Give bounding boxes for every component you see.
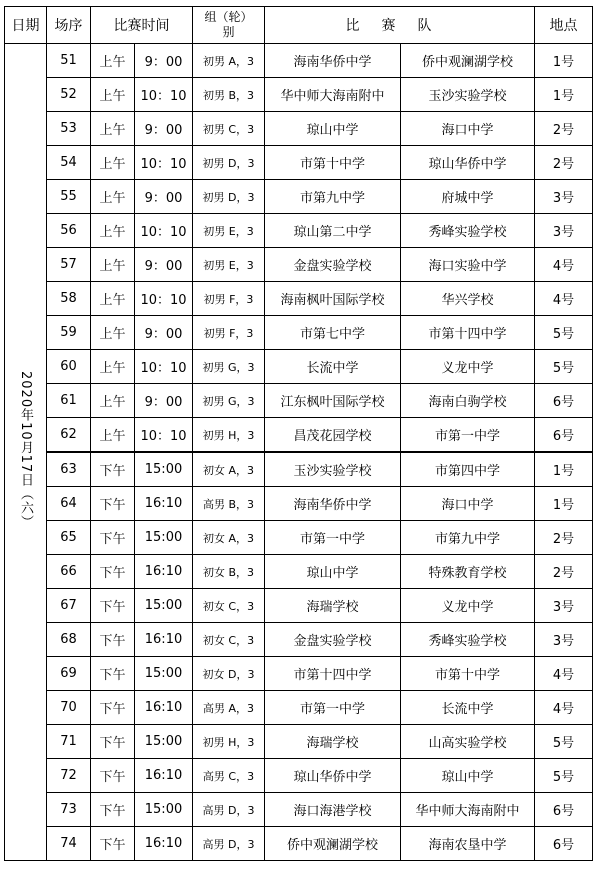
time-cell: 15:00 [135,725,193,759]
team-away-cell: 玉沙实验学校 [401,78,535,112]
team-away-cell: 秀峰实验学校 [401,214,535,248]
team-home-cell: 市第一中学 [265,521,401,555]
table-row [5,691,593,725]
date-text: 2020年10月17日（六） [18,370,33,530]
venue-cell: 6号 [535,827,593,861]
period-cell: 上午 [91,350,135,384]
time-cell: 16:10 [135,623,193,657]
match-number-cell: 59 [47,316,91,350]
time-cell: 16:10 [135,691,193,725]
time-cell: 9：00 [135,180,193,214]
date-cell [5,44,47,861]
team-away-cell: 海南白驹学校 [401,384,535,418]
team-away-cell: 府城中学 [401,180,535,214]
match-number-cell: 52 [47,78,91,112]
time-cell: 15:00 [135,589,193,623]
match-number-cell: 74 [47,827,91,861]
time-cell: 9：00 [135,44,193,78]
table-row [5,248,593,282]
period-cell: 上午 [91,44,135,78]
group-round-cell: 初女 C，3 [193,623,265,657]
group-round-cell: 初男 F，3 [193,316,265,350]
team-away-cell: 海口中学 [401,112,535,146]
time-cell: 9：00 [135,316,193,350]
team-away-cell: 山高实验学校 [401,725,535,759]
team-away-cell: 市第一中学 [401,418,535,453]
time-cell: 9：00 [135,248,193,282]
time-cell: 15:00 [135,657,193,691]
team-home-cell: 玉沙实验学校 [265,452,401,487]
venue-cell: 2号 [535,555,593,589]
period-cell: 下午 [91,452,135,487]
team-home-cell: 市第一中学 [265,691,401,725]
group-round-cell: 初女 A，3 [193,452,265,487]
venue-cell: 3号 [535,180,593,214]
venue-cell: 2号 [535,146,593,180]
match-number-cell: 51 [47,44,91,78]
match-number-cell: 65 [47,521,91,555]
venue-cell: 4号 [535,691,593,725]
table-row [5,487,593,521]
team-home-cell: 市第九中学 [265,180,401,214]
venue-cell: 3号 [535,589,593,623]
team-home-cell: 昌茂花园学校 [265,418,401,453]
team-away-cell: 琼山中学 [401,759,535,793]
table-row [5,827,593,861]
period-cell: 上午 [91,384,135,418]
match-number-cell: 57 [47,248,91,282]
team-home-cell: 海瑞学校 [265,725,401,759]
group-round-cell: 高男 B，3 [193,487,265,521]
match-number-cell: 60 [47,350,91,384]
match-number-cell: 72 [47,759,91,793]
team-home-cell: 华中师大海南附中 [265,78,401,112]
period-cell: 上午 [91,180,135,214]
team-home-cell: 琼山第二中学 [265,214,401,248]
venue-cell: 6号 [535,793,593,827]
time-cell: 16:10 [135,827,193,861]
team-home-cell: 市第十四中学 [265,657,401,691]
period-cell: 下午 [91,827,135,861]
team-away-cell: 华中师大海南附中 [401,793,535,827]
team-home-cell: 海瑞学校 [265,589,401,623]
venue-cell: 4号 [535,248,593,282]
team-away-cell: 侨中观澜湖学校 [401,44,535,78]
time-cell: 16:10 [135,487,193,521]
team-away-cell: 华兴学校 [401,282,535,316]
header-date: 日期 [5,7,47,44]
match-number-cell: 54 [47,146,91,180]
table-row [5,214,593,248]
period-cell: 下午 [91,555,135,589]
table-row [5,623,593,657]
group-round-cell: 高男 A，3 [193,691,265,725]
time-cell: 10：10 [135,350,193,384]
team-home-cell: 侨中观澜湖学校 [265,827,401,861]
venue-cell: 4号 [535,282,593,316]
period-cell: 上午 [91,214,135,248]
venue-cell: 1号 [535,487,593,521]
header-match-number: 场序 [47,7,91,44]
header-venue: 地点 [535,7,593,44]
table-row [5,452,593,487]
period-cell: 上午 [91,146,135,180]
match-number-cell: 53 [47,112,91,146]
header-row [5,7,593,44]
time-cell: 15:00 [135,452,193,487]
team-home-cell: 海口海港学校 [265,793,401,827]
team-away-cell: 市第四中学 [401,452,535,487]
table-row [5,555,593,589]
table-row [5,521,593,555]
table-row [5,793,593,827]
team-home-cell: 市第十中学 [265,146,401,180]
group-round-cell: 初男 F，3 [193,282,265,316]
match-number-cell: 62 [47,418,91,453]
team-away-cell: 市第十中学 [401,657,535,691]
time-cell: 15:00 [135,793,193,827]
venue-cell: 1号 [535,452,593,487]
table-row [5,316,593,350]
match-number-cell: 58 [47,282,91,316]
header-match-teams: 比赛队 [265,7,535,44]
period-cell: 下午 [91,487,135,521]
match-number-cell: 66 [47,555,91,589]
time-cell: 15:00 [135,521,193,555]
time-cell: 9：00 [135,384,193,418]
team-away-cell: 市第十四中学 [401,316,535,350]
match-number-cell: 67 [47,589,91,623]
group-round-cell: 初男 H，3 [193,725,265,759]
header-group-line1: 组（轮） [204,10,253,24]
group-round-cell: 初男 G，3 [193,384,265,418]
venue-cell: 1号 [535,44,593,78]
match-number-cell: 64 [47,487,91,521]
table-row [5,725,593,759]
match-number-cell: 63 [47,452,91,487]
time-cell: 10：10 [135,78,193,112]
period-cell: 上午 [91,316,135,350]
header-group-line2: 别 [222,25,235,39]
group-round-cell: 初男 E，3 [193,214,265,248]
group-round-cell: 初男 H，3 [193,418,265,453]
table-row [5,759,593,793]
match-number-cell: 61 [47,384,91,418]
period-cell: 下午 [91,521,135,555]
team-home-cell: 海南华侨中学 [265,44,401,78]
table-row [5,146,593,180]
venue-cell: 2号 [535,521,593,555]
team-away-cell: 琼山华侨中学 [401,146,535,180]
period-cell: 下午 [91,657,135,691]
team-home-cell: 海南枫叶国际学校 [265,282,401,316]
venue-cell: 3号 [535,214,593,248]
team-home-cell: 琼山中学 [265,112,401,146]
table-row [5,44,593,78]
period-cell: 上午 [91,418,135,453]
group-round-cell: 高男 D，3 [193,793,265,827]
period-cell: 上午 [91,248,135,282]
match-number-cell: 56 [47,214,91,248]
period-cell: 下午 [91,725,135,759]
group-round-cell: 初男 C，3 [193,112,265,146]
team-home-cell: 市第七中学 [265,316,401,350]
team-home-cell: 长流中学 [265,350,401,384]
time-cell: 16:10 [135,555,193,589]
venue-cell: 5号 [535,350,593,384]
team-away-cell: 海口中学 [401,487,535,521]
venue-cell: 4号 [535,657,593,691]
time-cell: 9：00 [135,112,193,146]
venue-cell: 3号 [535,623,593,657]
period-cell: 下午 [91,623,135,657]
match-number-cell: 71 [47,725,91,759]
team-away-cell: 秀峰实验学校 [401,623,535,657]
group-round-cell: 初女 B，3 [193,555,265,589]
table-row [5,657,593,691]
table-row [5,384,593,418]
time-cell: 10：10 [135,282,193,316]
venue-cell: 5号 [535,316,593,350]
group-round-cell: 初男 D，3 [193,146,265,180]
schedule-table [4,6,593,861]
period-cell: 下午 [91,793,135,827]
team-home-cell: 海南华侨中学 [265,487,401,521]
period-cell: 下午 [91,589,135,623]
time-cell: 10：10 [135,146,193,180]
period-cell: 上午 [91,78,135,112]
group-round-cell: 初男 B，3 [193,78,265,112]
table-row [5,589,593,623]
match-number-cell: 55 [47,180,91,214]
schedule-body [5,44,593,861]
group-round-cell: 初男 D，3 [193,180,265,214]
group-round-cell: 初女 C，3 [193,589,265,623]
group-round-cell: 高男 C，3 [193,759,265,793]
team-home-cell: 琼山华侨中学 [265,759,401,793]
group-round-cell: 初男 E，3 [193,248,265,282]
table-row [5,180,593,214]
table-row [5,418,593,453]
venue-cell: 5号 [535,725,593,759]
team-home-cell: 金盘实验学校 [265,623,401,657]
match-number-cell: 70 [47,691,91,725]
period-cell: 上午 [91,112,135,146]
match-number-cell: 73 [47,793,91,827]
period-cell: 下午 [91,691,135,725]
header-match-time: 比赛时间 [91,7,193,44]
venue-cell: 6号 [535,418,593,453]
venue-cell: 6号 [535,384,593,418]
team-home-cell: 江东枫叶国际学校 [265,384,401,418]
period-cell: 下午 [91,759,135,793]
group-round-cell: 高男 D，3 [193,827,265,861]
team-home-cell: 琼山中学 [265,555,401,589]
team-away-cell: 特殊教育学校 [401,555,535,589]
group-round-cell: 初女 D，3 [193,657,265,691]
group-round-cell: 初女 A，3 [193,521,265,555]
venue-cell: 2号 [535,112,593,146]
team-away-cell: 市第九中学 [401,521,535,555]
time-cell: 10：10 [135,214,193,248]
table-row [5,282,593,316]
group-round-cell: 初男 A，3 [193,44,265,78]
time-cell: 10：10 [135,418,193,453]
match-number-cell: 68 [47,623,91,657]
team-away-cell: 长流中学 [401,691,535,725]
time-cell: 16:10 [135,759,193,793]
group-round-cell: 初男 G，3 [193,350,265,384]
team-away-cell: 义龙中学 [401,589,535,623]
venue-cell: 5号 [535,759,593,793]
table-row [5,350,593,384]
team-away-cell: 海口实验中学 [401,248,535,282]
match-number-cell: 69 [47,657,91,691]
team-home-cell: 金盘实验学校 [265,248,401,282]
venue-cell: 1号 [535,78,593,112]
header-group-round [193,7,265,44]
table-row [5,78,593,112]
period-cell: 上午 [91,282,135,316]
table-row [5,112,593,146]
team-away-cell: 义龙中学 [401,350,535,384]
team-away-cell: 海南农垦中学 [401,827,535,861]
